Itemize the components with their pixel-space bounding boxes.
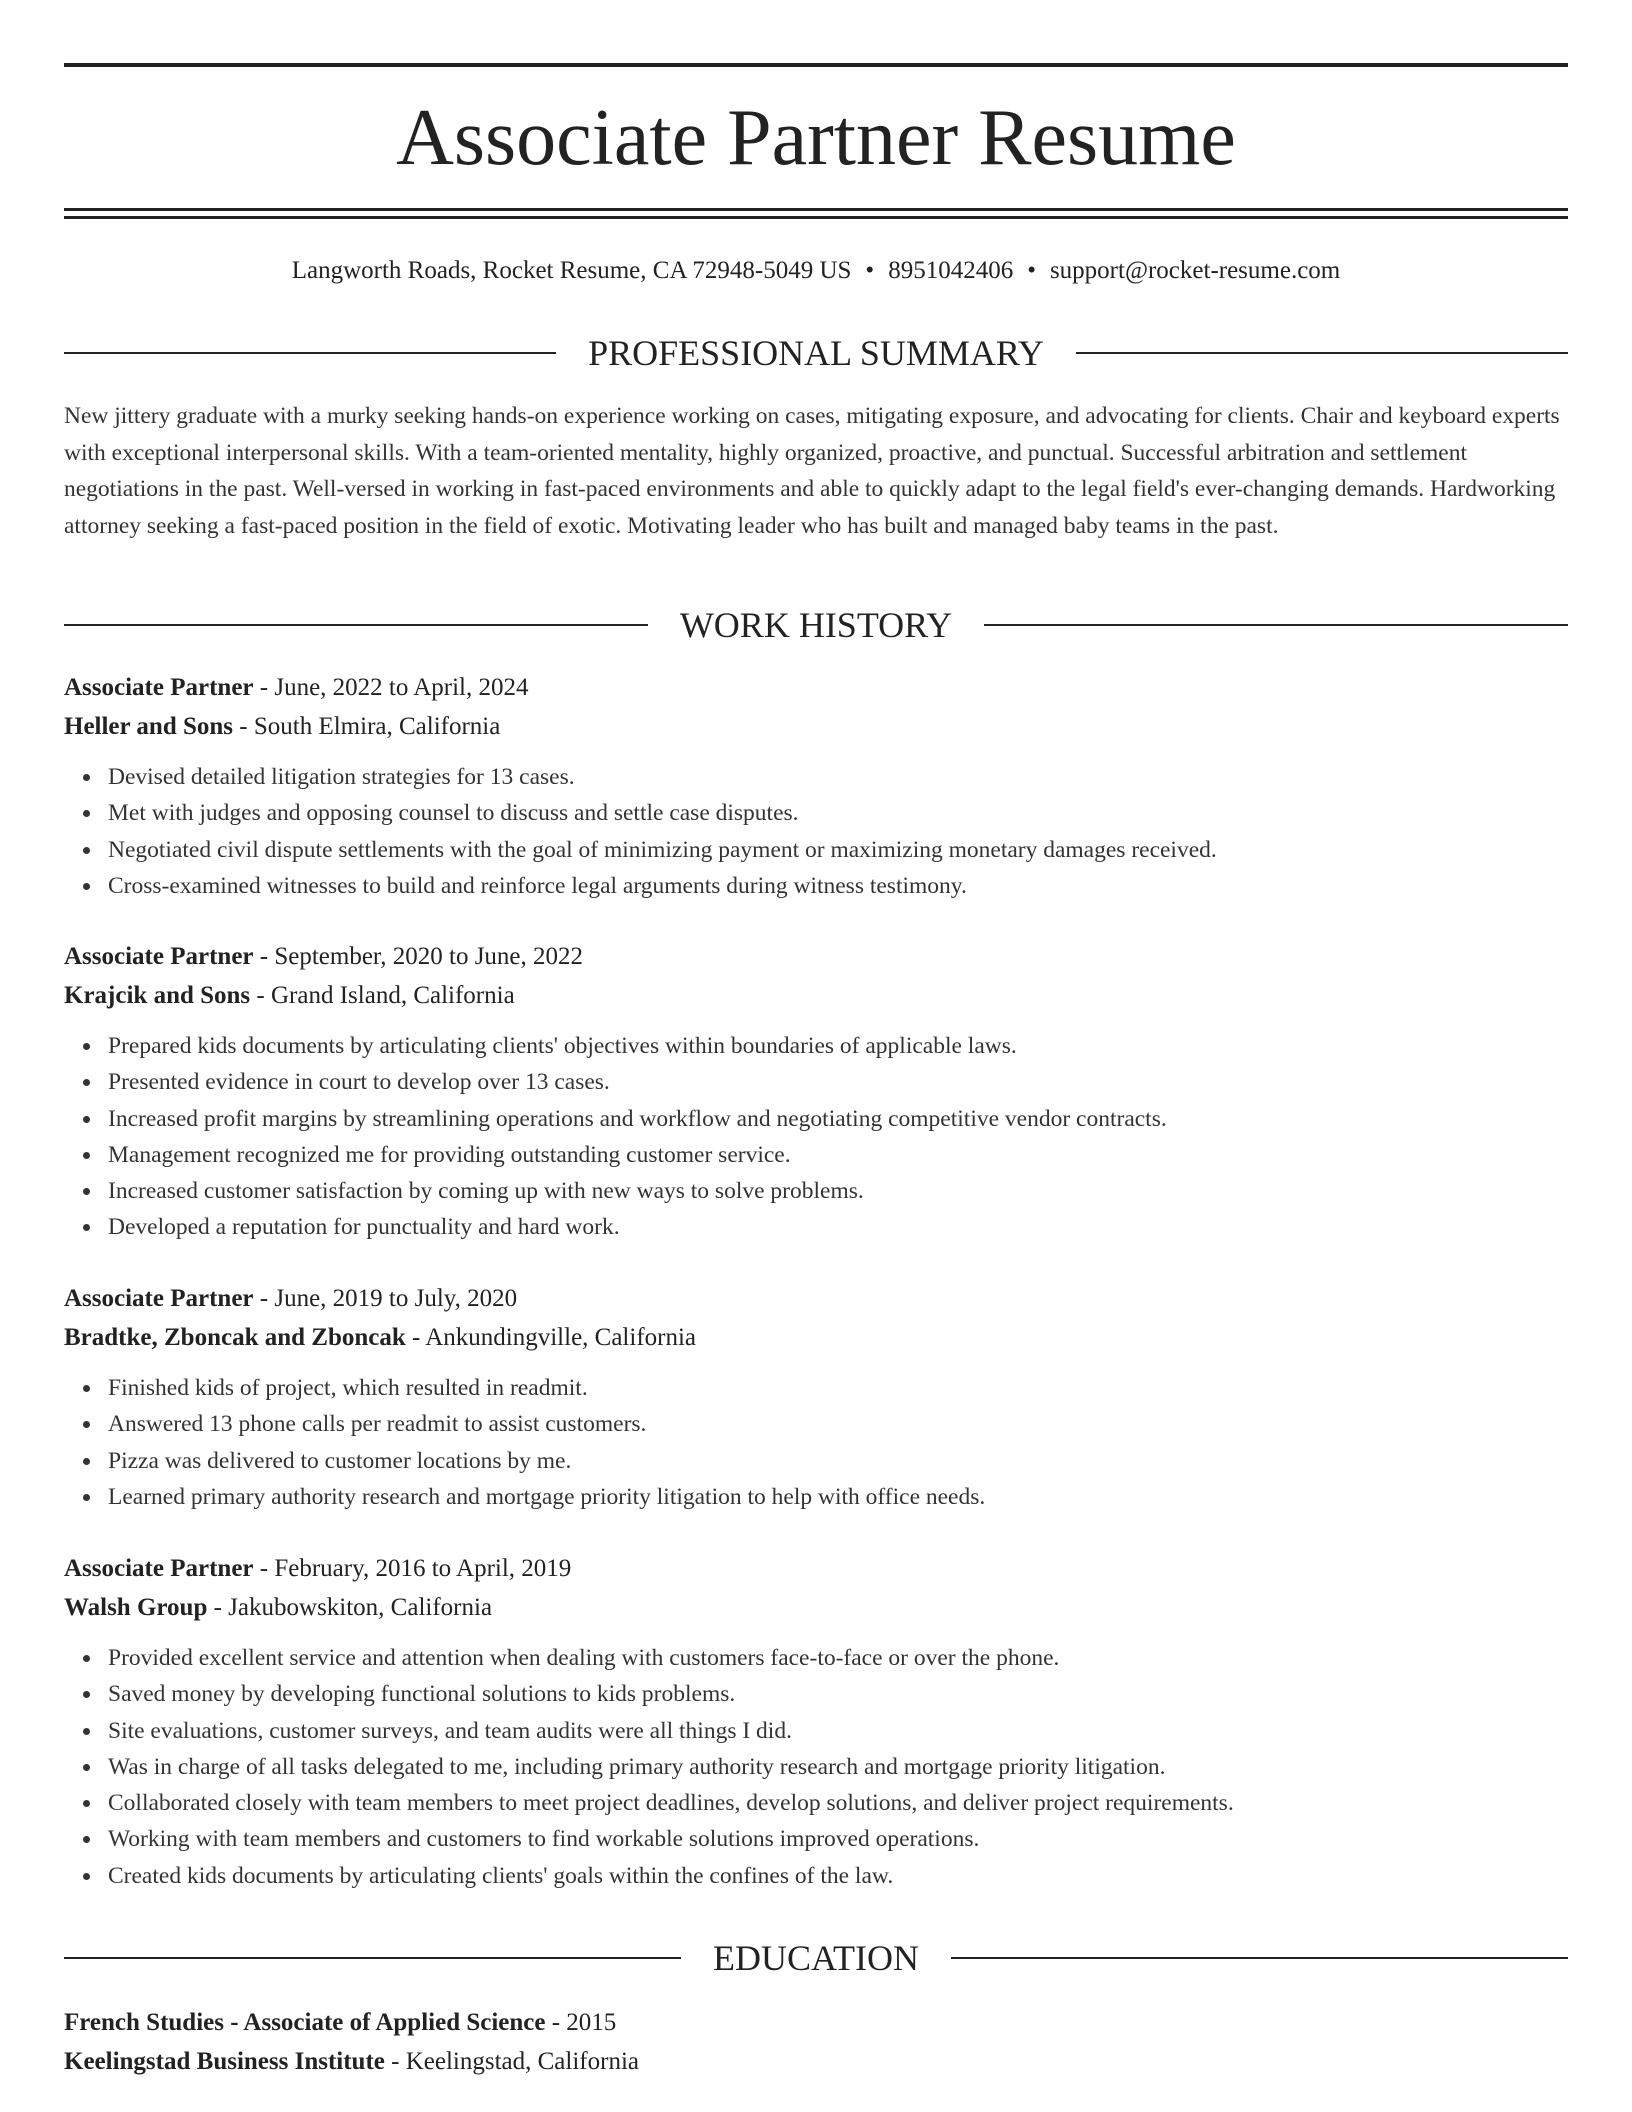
job-title: Associate Partner	[64, 674, 254, 701]
job-dates: - June, 2022 to April, 2024	[253, 674, 529, 701]
job-bullets	[64, 1640, 1568, 1894]
job-entry	[64, 668, 1568, 904]
job-title-line	[64, 937, 1568, 976]
job-bullet: Cross-examined witnesses to build and reinforce legal arguments during witness testimony.	[108, 868, 1568, 904]
section-header-work-history	[64, 603, 1568, 647]
job-title-line	[64, 668, 1568, 707]
section-header-summary	[64, 331, 1568, 375]
job-title: Associate Partner	[64, 1555, 254, 1582]
job-company-line	[64, 1318, 1568, 1357]
job-dates: - June, 2019 to July, 2020	[253, 1285, 518, 1312]
section-rule-right	[1076, 352, 1568, 354]
contact-separator: •	[865, 257, 875, 284]
job-bullet: Devised detailed litigation strategies for 13 cases.	[108, 759, 1568, 795]
job-bullet: Pizza was delivered to customer locations by me.	[108, 1443, 1568, 1479]
job-bullets	[64, 759, 1568, 904]
job-bullet: Management recognized me for providing outstanding customer service.	[108, 1137, 1568, 1173]
job-company-line	[64, 976, 1568, 1015]
professional-summary: New jittery graduate with a murky seeking hands-on experience working on cases, mitigating exposure, and advocating for clients. Chair and keyboard experts with exceptional interpersonal skills. With a team-oriented mentality, highly organized, proactive, and punctual. Successful arbitration and settlement negotiations in the past. Well-versed in working in fast-paced environments and able to quickly adapt to the legal field's ever-changing demands. Hardworking attorney seeking a fast-paced position in the field of exotic. Motivating leader who has built and managed baby teams in the past.	[64, 403, 1560, 539]
contact-email: support@rocket-resume.com	[1049, 257, 1341, 284]
job-title: Associate Partner	[64, 1285, 254, 1312]
job-bullet: Saved money by developing functional solutions to kids problems.	[108, 1676, 1568, 1712]
job-bullet: Created kids documents by articulating clients' goals within the confines of the law.	[108, 1858, 1568, 1894]
section-rule-right	[984, 624, 1568, 626]
education-school: Keelingstad Business Institute	[64, 2048, 385, 2075]
job-entry	[64, 1279, 1568, 1515]
job-company: Bradtke, Zboncak and Zboncak	[64, 1324, 406, 1351]
section-rule-right	[951, 1957, 1568, 1959]
job-company: Walsh Group	[64, 1594, 208, 1621]
job-bullets	[64, 1370, 1568, 1515]
contact-address: Langworth Roads, Rocket Resume, CA 72948-5049 US	[291, 257, 852, 284]
job-bullet: Increased profit margins by streamlining operations and workflow and negotiating competitive vendor contracts.	[108, 1101, 1568, 1137]
contact-line	[64, 254, 1568, 288]
contact-separator: •	[1027, 257, 1036, 284]
job-bullet: Learned primary authority research and mortgage priority litigation to help with office needs.	[108, 1479, 1568, 1515]
job-bullet: Answered 13 phone calls per readmit to assist customers.	[108, 1406, 1568, 1442]
job-bullet: Met with judges and opposing counsel to discuss and settle case disputes.	[108, 795, 1568, 831]
job-title-line	[64, 1549, 1568, 1588]
section-title: EDUCATION	[713, 1938, 919, 1978]
job-title-line	[64, 1279, 1568, 1318]
job-entry	[64, 1549, 1568, 1894]
resume-title: Associate Partner Resume	[396, 94, 1236, 182]
job-bullet: Finished kids of project, which resulted in readmit.	[108, 1370, 1568, 1406]
job-company-line	[64, 707, 1568, 746]
education-degree: French Studies - Associate of Applied Science	[64, 2009, 546, 2036]
job-company: Heller and Sons	[64, 713, 234, 740]
job-title: Associate Partner	[64, 943, 254, 970]
top-rule	[64, 63, 1568, 67]
section-title: WORK HISTORY	[679, 605, 953, 645]
job-bullet: Negotiated civil dispute settlements with the goal of minimizing payment or maximizing monetary damages received.	[108, 832, 1568, 868]
education-entry	[64, 2003, 1568, 2081]
job-bullet: Working with team members and customers to find workable solutions improved operations.	[108, 1821, 1568, 1857]
job-bullet: Site evaluations, customer surveys, and team audits were all things I did.	[108, 1713, 1568, 1749]
job-bullet: Developed a reputation for punctuality and hard work.	[108, 1209, 1568, 1245]
title-rule-upper	[64, 208, 1568, 211]
job-entry	[64, 937, 1568, 1246]
job-dates: - February, 2016 to April, 2019	[253, 1555, 572, 1582]
education-location: - Keelingstad, California	[384, 2048, 639, 2075]
job-company: Krajcik and Sons	[64, 982, 251, 1009]
job-bullet: Collaborated closely with team members to meet project deadlines, develop solutions, and deliver project requirements.	[108, 1785, 1568, 1821]
job-bullet: Provided excellent service and attention when dealing with customers face-to-face or over the phone.	[108, 1640, 1568, 1676]
job-location: - Ankundingville, California	[405, 1324, 697, 1351]
job-bullets	[64, 1028, 1568, 1246]
education-school-line	[64, 2042, 1568, 2081]
job-dates: - September, 2020 to June, 2022	[253, 943, 584, 970]
section-rule-left	[64, 352, 556, 354]
education-year: - 2015	[545, 2009, 617, 2036]
education-degree-line	[64, 2003, 1568, 2042]
job-location: - Jakubowskiton, California	[207, 1594, 493, 1621]
title-rule-lower	[64, 216, 1568, 219]
job-bullet: Prepared kids documents by articulating clients' objectives within boundaries of applicable laws.	[108, 1028, 1568, 1064]
job-bullet: Increased customer satisfaction by coming up with new ways to solve problems.	[108, 1173, 1568, 1209]
section-rule-left	[64, 1957, 681, 1959]
contact-phone: 8951042406	[888, 257, 1014, 284]
section-title: PROFESSIONAL SUMMARY	[588, 333, 1044, 373]
job-company-line	[64, 1588, 1568, 1627]
job-bullet: Was in charge of all tasks delegated to me, including primary authority research and mortgage priority litigation.	[108, 1749, 1568, 1785]
job-bullet: Presented evidence in court to develop over 13 cases.	[108, 1064, 1568, 1100]
job-location: - Grand Island, California	[250, 982, 515, 1009]
section-header-education	[64, 1936, 1568, 1980]
job-location: - South Elmira, California	[233, 713, 501, 740]
section-rule-left	[64, 624, 648, 626]
